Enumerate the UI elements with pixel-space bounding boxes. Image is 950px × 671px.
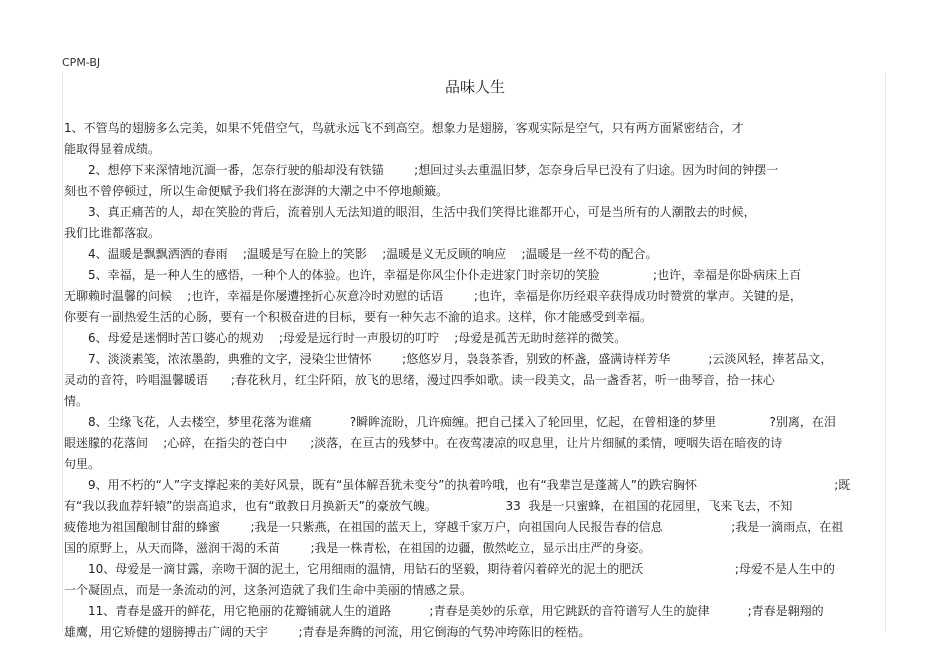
paragraph-line: 11、青春是盛开的鲜花，用它艳丽的花瓣铺就人生的道路 ;青春是美妙的乐章，用它跳跃的音符谱写人生的旋律 ;青春是翱翔的 [88, 604, 824, 618]
paragraph-line: 3、真正痛苦的人，却在笑脸的背后，流着别人无法知道的眼泪，生活中我们笑得比谁都开心，可是当所有的人潮散去的时候， [88, 205, 756, 219]
paragraph-line: 刻也不曾停顿过，所以生命便赋予我们将在澎湃的大潮之中不停地颠簸。 [64, 184, 449, 198]
paragraph-5 [64, 265, 884, 328]
paragraph-line: 8、尘缘飞花，人去楼空，梦里花落为谁痛 ?瞬眸流盼，几许痴缠。把自己揉入了轮回里，忆起，在曾相逢的梦里 ?别离，在泪 [88, 415, 836, 429]
paragraph-10 [64, 559, 884, 601]
paragraph-line: 雄鹰，用它矫健的翅膀搏击广阔的天宇 ;青春是奔腾的河流，用它倒海的气势冲垮陈旧的桎梏。 [64, 625, 591, 639]
paragraph-line: 10、母爱是一滴甘露，亲吻干涸的泥土，它用细雨的温情，用钻石的坚毅，期待着闪着碎光的泥土的肥沃 ;母爱不是人生中的 [88, 562, 835, 576]
paragraph-line: 灵动的音符，吟唱温馨暖语 ;春花秋月，红尘阡陌，放飞的思绪，漫过四季如歌。读一段美文，品一盏香茗，听一曲琴音，拾一抹心 [64, 373, 775, 387]
paragraph-line: 5、幸福，是一种人生的感悟，一种个人的体验。也许，幸福是你风尘仆仆走进家门时亲切的笑脸 ;也许，幸福是你卧病床上百 [88, 268, 802, 282]
paragraph-line: 情。 [64, 394, 89, 408]
page-title: 品味人生 [444, 78, 505, 96]
paragraph-2 [64, 160, 884, 202]
paragraph-3 [64, 202, 884, 244]
paragraph-4 [64, 244, 884, 265]
paragraph-line: 有“我以我血荐轩辕”的崇高追求，也有“敢教日月换新天”的豪放气魄。 33 我是一只蜜蜂，在祖国的花园里，飞来飞去，不知 [64, 499, 793, 513]
paragraph-line: 眼迷朦的花落间 ;心碎，在指尖的苍白中 ;淡落，在亘古的残梦中。在夜莺凄凉的叹息里，让片片细腻的柔情，哽咽失语在暗夜的诗 [64, 436, 783, 450]
paragraph-line: 我们比谁都落寂。 [64, 226, 161, 240]
paragraph-line: 疲倦地为祖国酿制甘甜的蜂蜜 ;我是一只紫燕，在祖国的蓝天上，穿越千家万户，向祖国向人民报告春的信息 ;我是一滴雨点，在祖 [64, 520, 844, 534]
paragraph-line: 你要有一副热爱生活的心肠，要有一个积极奋进的目标，要有一种矢志不渝的追求。这样，你才能感受到幸福。 [64, 310, 653, 324]
paragraph-line: 9、用不朽的“人”字支撑起来的美好风景，既有“虽体解吾犹未变兮”的执着吟哦，也有“我辈岂是蓬蒿人”的跌宕胸怀 ;既 [88, 478, 851, 492]
paragraph-6 [64, 328, 884, 349]
paragraph-line: 7、淡淡素笺，浓浓墨韵，典雅的文字，浸染尘世情怀 ;悠悠岁月，袅袅茶香，别致的杯盏，盛满诗样芳华 ;云淡风轻，捧茗品文， [88, 352, 833, 366]
paragraph-7 [64, 349, 884, 412]
paragraph-11 [64, 601, 884, 643]
paragraph-line: 国的原野上，从天而降，滋润干渴的禾苗 ;我是一株青松，在祖国的边疆，傲然屹立，显示出庄严的身姿。 [64, 541, 651, 555]
paragraph-line: 句里。 [64, 457, 101, 471]
paragraph-line: 4、温暖是飘飘洒洒的春雨 ;温暖是写在脸上的笑影 ;温暖是义无反顾的响应 ;温暖是一丝不苟的配合。 [88, 247, 658, 261]
paragraph-1 [64, 118, 884, 160]
document-code: CPM-BJ [62, 56, 101, 69]
paragraph-line: 一个凝固点，而是一条流动的河，这条河造就了我们生命中美丽的情感之景。 [64, 583, 473, 597]
paragraph-line: 1、不管鸟的翅膀多么完美，如果不凭借空气，鸟就永远飞不到高空。想象力是翅膀，客观实际是空气，只有两方面紧密结合，才 [64, 121, 744, 135]
paragraph-line: 无聊赖时温馨的问候 ;也许，幸福是你屡遭挫折心灰意冷时劝慰的话语 ;也许，幸福是你历经艰辛获得成功时赞赏的掌声。关键的是， [64, 289, 802, 303]
paragraph-line: 2、想停下来深情地沉湎一番，怎奈行驶的船却没有铁锚 ;想回过头去重温旧梦，怎奈身后早已没有了归途。因为时间的钟摆一 [88, 163, 779, 177]
paragraph-line: 6、母爱是迷惘时苦口婆心的规劝 ;母爱是远行时一声殷切的叮咛 ;母爱是孤苦无助时慈祥的微笑。 [88, 331, 627, 345]
paragraph-line: 能取得显着成绩。 [64, 142, 161, 156]
paragraph-8 [64, 412, 884, 475]
paragraph-9 [64, 475, 884, 559]
